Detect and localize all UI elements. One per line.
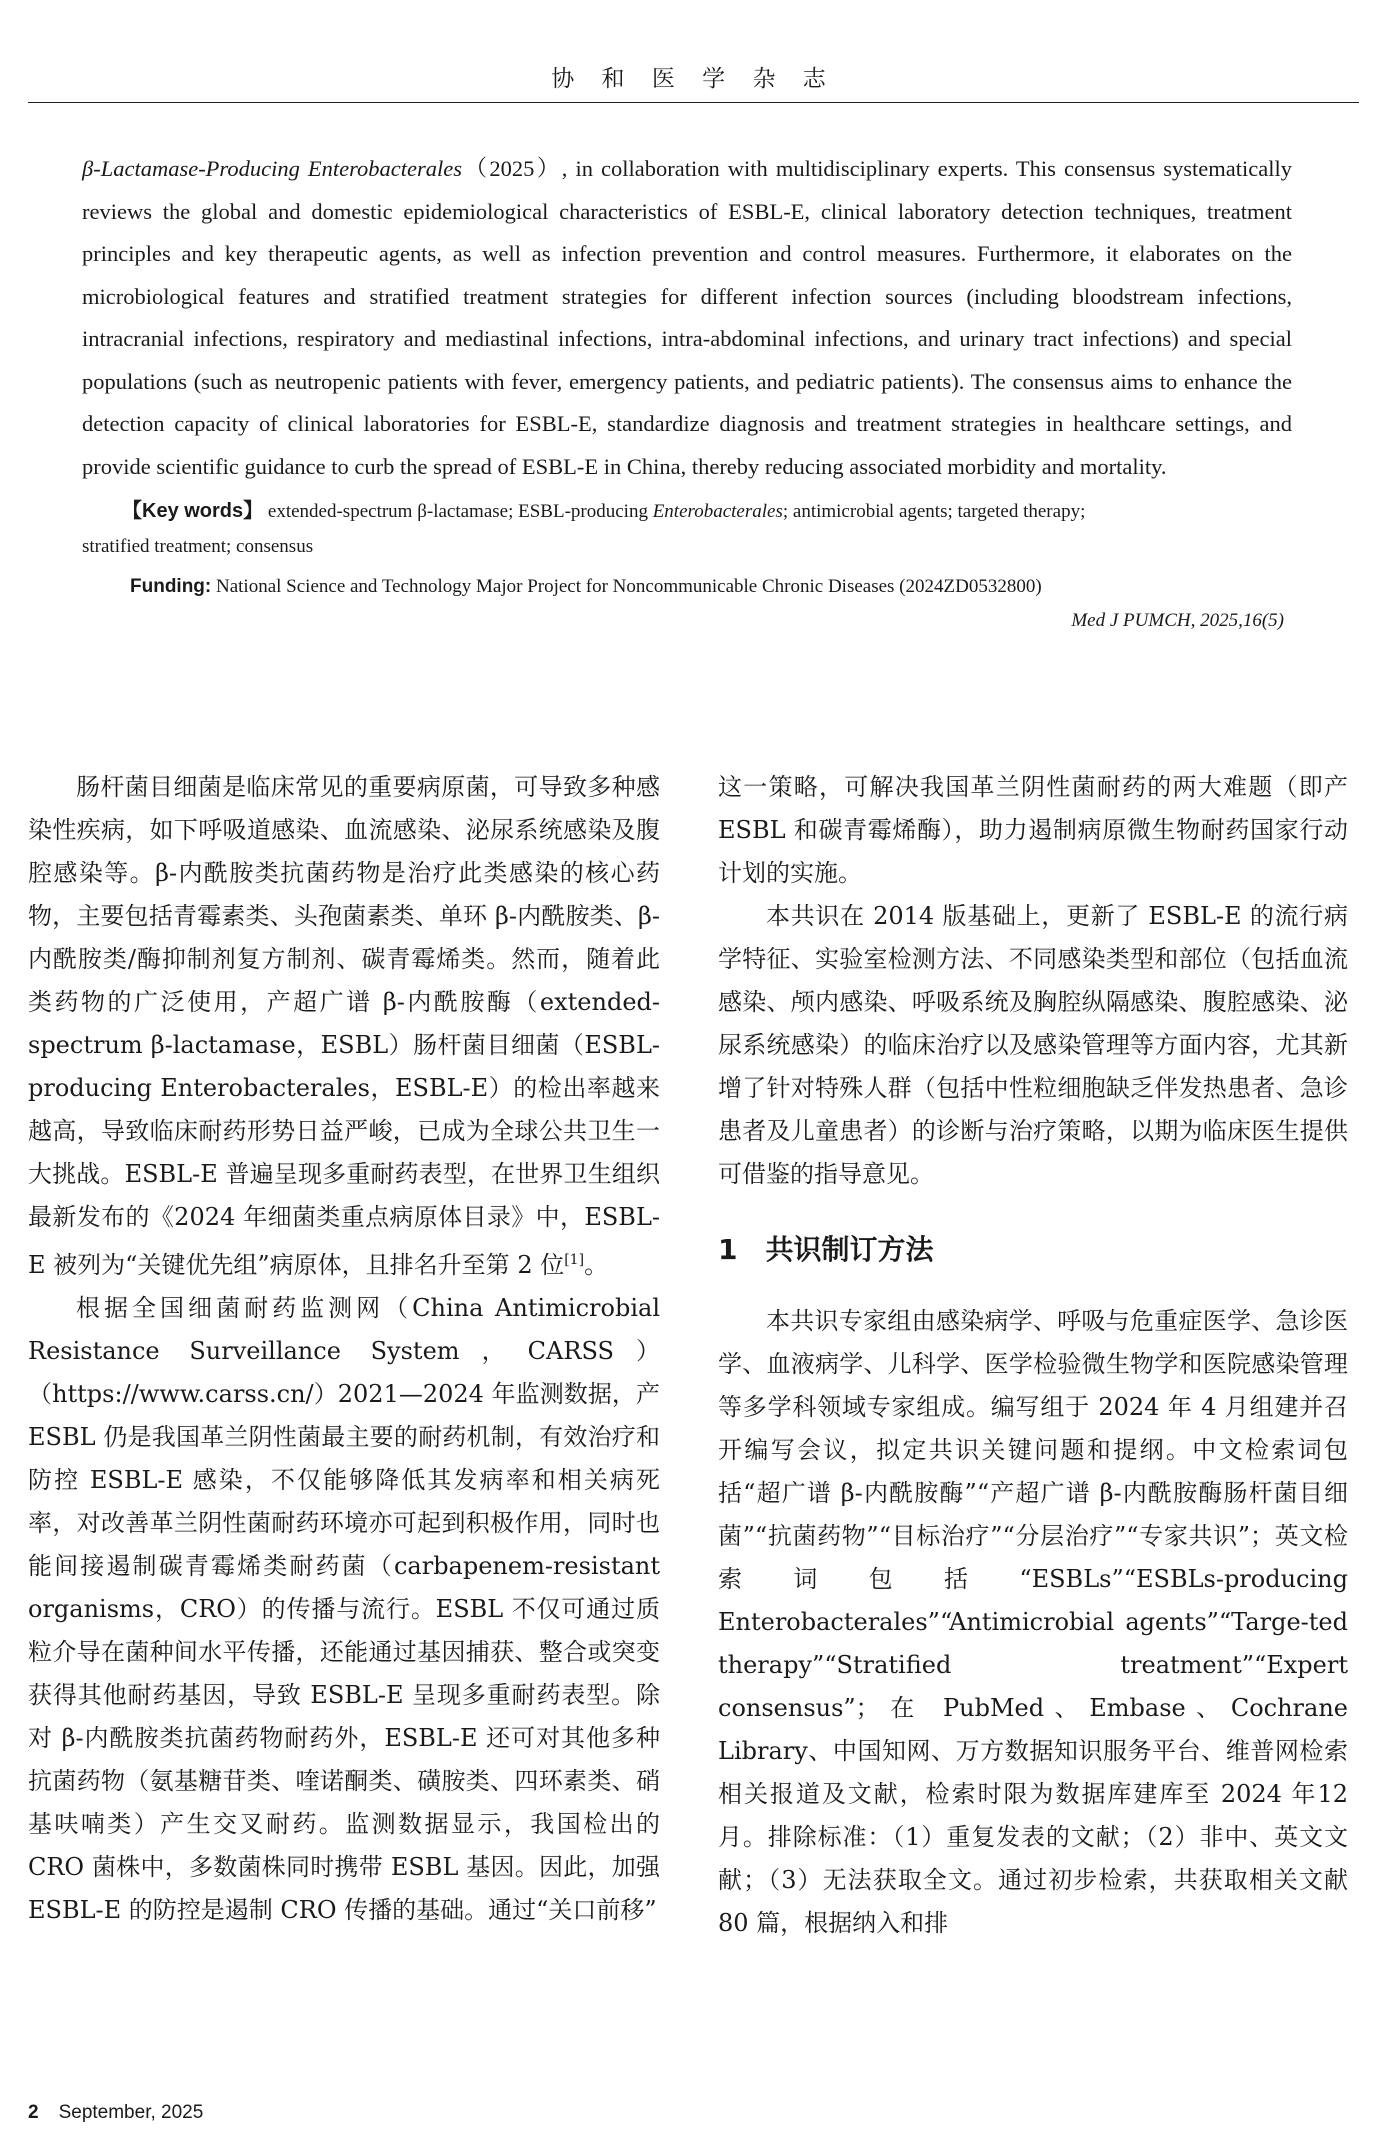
keywords-text-2: ; antimicrobial agents; targeted therapy; [782, 501, 1086, 522]
body-paragraph: 本共识专家组由感染病学、呼吸与危重症医学、急诊医学、血液病学、儿科学、医学检验微生物学和医院感染管理等多学科领域专家组成。编写组于 2024 年 4 月组建并召开编写会议，拟定共识关键问题和提纲。中文检索词包括“超广谱 β-内酰胺酶”“产超广谱 β-内酰胺酶肠杆菌目细菌”“抗菌药物”“目标治疗”“分层治疗”“专家共识”；英文检索词包括“ESBLs”“ESBLs-producing Enterobacterales”“Antimicrobial agents”“Targe-ted therapy”“Stratified treatment”“Expert consensus”；在 PubMed、Embase、Cochrane Library、中国知网、万方数据知识服务平台、维普网检索相关报道及文献，检索时限为数据库建库至 2024 年12 月。排除标准：（1）重复发表的文献；（2）非中、英文文献；（3）无法获取全文。通过初步检索，共获取相关文献 80 篇，根据纳入和排 [718, 1307, 1348, 1937]
reference-mark[interactable]: [1] [564, 1252, 585, 1268]
keywords [122, 492, 1292, 531]
body-paragraph: 本共识在 2014 版基础上，更新了 ESBL-E 的流行病学特征、实验室检测方法、不同感染类型和部位（包括血流感染、颅内感染、呼吸系统及胸腔纵隔感染、腹腔感染、泌尿系统感染）的临床治疗以及感染管理等方面内容，尤其新增了针对特殊人群（包括中性粒细胞缺乏伴发热患者、急诊患者及儿童患者）的诊断与治疗策略，以期为临床医生提供可借鉴的指导意见。 [718, 902, 1348, 1188]
body-paragraph: 这一策略，可解决我国革兰阴性菌耐药的两大难题（即产 ESBL 和碳青霉烯酶），助力遏制病原微生物耐药国家行动计划的实施。 [718, 773, 1348, 887]
funding-head: Funding: [130, 576, 212, 597]
paragraph-text: 肠杆菌目细菌是临床常见的重要病原菌，可导致多种感染性疾病，如下呼吸道感染、血流感染、泌尿系统感染及腹腔感染等。β-内酰胺类抗菌药物是治疗此类感染的核心药物，主要包括青霉素类、头孢菌素类、单环 β-内酰胺类、β-内酰胺类/酶抑制剂复方制剂、碳青霉烯类。然而，随着此类药物的广泛使用，产超广谱 β-内酰胺酶（extended-spectrum β-lactamase，ESBL）肠杆菌目细菌（ESBL-producing Enterobacterales，ESBL-E）的检出率越来越高，导致临床耐药形势日益严峻，已成为全球公共卫生一大挑战。ESBL-E 普遍呈现多重耐药表型，在世界卫生组织最新发布的《2024 年细菌类重点病原体目录》中，ESBL-E 被列为“关键优先组”病原体，且排名升至第 2 位 [28, 773, 660, 1279]
keywords-text: extended-spectrum β-lactamase; ESBL-producing [263, 501, 653, 522]
running-header [28, 52, 1359, 103]
section-heading: 1 共识制订方法 [718, 1233, 934, 1266]
body-paragraph: 根据全国细菌耐药监测网（China Antimicrobial Resistance Surveillance System，CARSS）（https://www.carss.cn/）2021—2024 年监测数据，产 ESBL 仍是我国革兰阴性菌最主要的耐药机制，有效治疗和防控 ESBL-E 感染，不仅能够降低其发病率和相关病死率，对改善革兰阴性菌耐药环境亦可起到积极作用，同时也能间接遏制碳青霉烯类耐药菌（carbapenem-resistant organisms，CRO）的传播与流行。ESBL 不仅可通过质粒介导在菌种间水平传播，还能通过基因捕获、整合或突变获得其他耐药基因，导致 ESBL-E 呈现多重耐药表型。除对 β-内酰胺类抗菌药物耐药外，ESBL-E 还可对其他多种抗菌药物（氨基糖苷类、喹诺酮类、磺胺类、四环素类、硝基呋喃类）产生交叉耐药。监测数据显示，我国检出的 CRO 菌株中，多数菌株同时携带 ESBL 基因。因此，加强 ESBL-E 的防控是遏制 CRO 传播的基础。通过“关口前移” [28, 1294, 660, 1924]
keywords-italic: Enterobacterales [652, 501, 783, 522]
abstract-lead: β-Lactamase-Producing Enterobacterales [82, 156, 463, 181]
page-number: 2 [28, 2102, 39, 2123]
funding-text: National Science and Technology Major Project for Noncommunicable Chronic Diseases (2024ZD0532800) [211, 576, 1042, 597]
keywords-head: 【Key words】 [122, 500, 264, 522]
english-abstract [82, 148, 1292, 637]
abstract-text [82, 148, 1292, 488]
citation: Med J PUMCH, 2025,16(5) [1071, 610, 1284, 631]
page-footer [28, 2102, 203, 2124]
abstract-body: （2025）, in collaboration with multidisciplinary experts. This consensus systematically reviews the global and domestic epidemiological characteristics of ESBL-E, clinical laboratory detection techniques, treatment principles and key therapeutic agents, as well as infection prevention and control measures. Furthermore, it elaborates on the microbiological features and stratified treatment strategies for different infection sources (including bloodstream infections, intracranial infections, respiratory and mediastinal infections, intra-abdominal infections, and urinary tract infections) and special populations (such as neutropenic patients with fever, emergency patients, and pediatric patients). The consensus aims to enhance the detection capacity of clinical laboratories for ESBL-E, standardize diagnosis and treatment strategies in healthcare settings, and provide scientific guidance to curb the spread of ESBL-E in China, thereby reducing associated morbidity and mortality. [82, 156, 1292, 479]
left-column [28, 766, 660, 1932]
right-column [718, 766, 1348, 1945]
journal-title: 协 和 医 学 杂 志 [551, 66, 836, 92]
paragraph-end: 。 [584, 1251, 609, 1279]
body-paragraph [28, 766, 660, 1287]
keywords-continued: stratified treatment; consensus [82, 536, 314, 557]
issue-date: September, 2025 [58, 2102, 204, 2123]
funding [130, 571, 1292, 603]
